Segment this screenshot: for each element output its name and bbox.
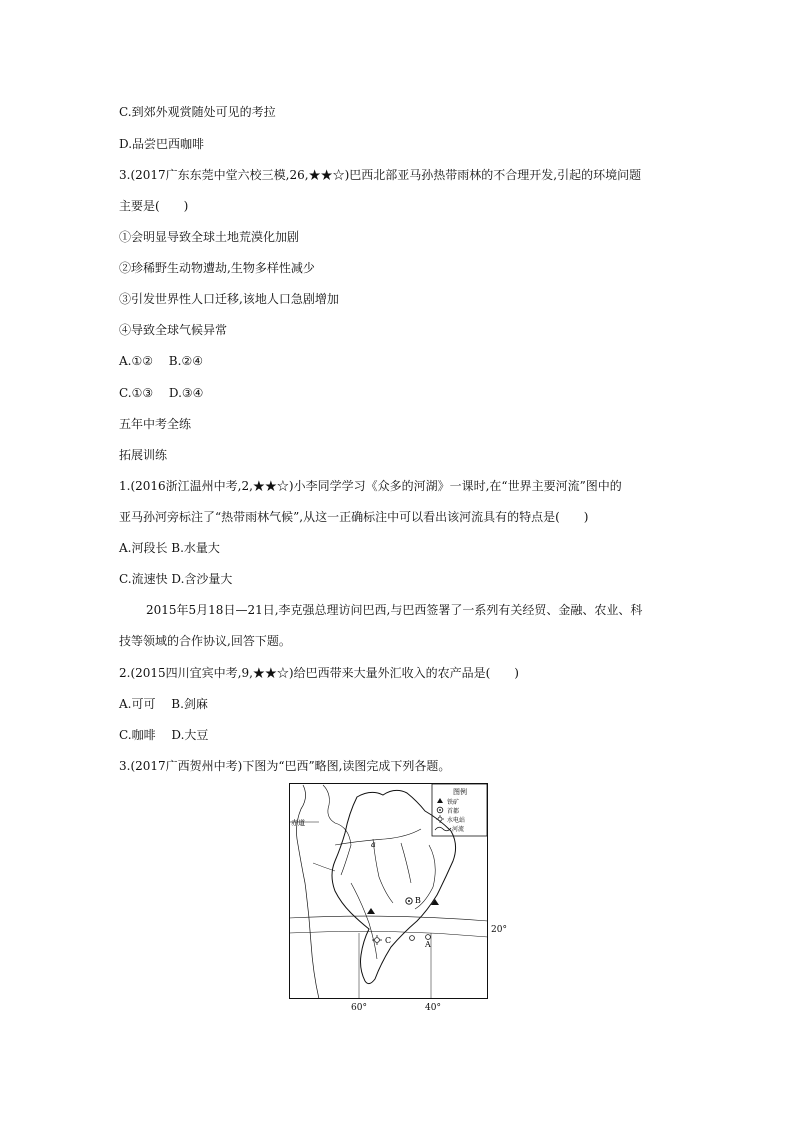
question-2-options-ab: A.可可 B.剑麻	[119, 697, 208, 711]
question-1-stem-cont: 亚马孙河旁标注了“热带雨林气候”,从这一正确标注中可以看出该河流具有的特点是( )	[119, 510, 589, 524]
question-1-options-cd: C.流速快 D.含沙量大	[119, 572, 233, 586]
legend-hydro: 水电站	[447, 817, 466, 824]
passage-text-cont: 技等领域的合作协议,回答下题。	[119, 634, 291, 648]
statement-3: ③引发世界性人口迁移,该地人口急剧增加	[119, 292, 339, 306]
label-capital-a: A	[425, 940, 431, 949]
legend-title: 图例	[453, 788, 467, 796]
question-1-options-ab: A.河段长 B.水量大	[119, 541, 220, 555]
question-3-stem-cont: 主要是( )	[119, 199, 189, 213]
subsection-heading: 拓展训练	[119, 448, 168, 462]
passage-text: 2015年5月18日—21日,李克强总理访问巴西,与巴西签署了一系列有关经贸、金融、农业、科	[146, 603, 643, 617]
option-c-koala: C.到郊外观赏随处可见的考拉	[119, 105, 276, 119]
label-a: a	[371, 840, 376, 849]
statement-2: ②珍稀野生动物遭劫,生物多样性减少	[119, 261, 315, 275]
legend-river: 河流	[452, 826, 465, 833]
question-1-stem: 1.(2016浙江温州中考,2,★★☆)小李同学学习《众多的河湖》一课时,在“世界主要河流”图中的	[119, 479, 622, 493]
question-2-stem: 2.(2015四川宜宾中考,9,★★☆)给巴西带来大量外汇收入的农产品是( )	[119, 666, 519, 680]
options-ab: A.①② B.②④	[119, 354, 203, 368]
label-b: B	[415, 896, 421, 905]
question-2-options-cd: C.咖啡 D.大豆	[119, 728, 209, 742]
equator-label: 赤道	[291, 819, 305, 827]
statement-4: ④导致全球气候异常	[119, 323, 228, 337]
brazil-map	[289, 783, 488, 999]
lat-label-20: 20°	[491, 925, 507, 935]
question-3-map-intro: 3.(2017广西贺州中考)下图为“巴西”略图,读图完成下列各题。	[119, 759, 451, 773]
legend-capital: 首都	[447, 808, 460, 815]
question-3-stem: 3.(2017广东东莞中堂六校三模,26,★★☆)巴西北部亚马孙热带雨林的不合理开发,引起的环境问题	[119, 168, 642, 182]
options-cd: C.①③ D.③④	[119, 386, 204, 400]
label-c: C	[385, 936, 392, 945]
map-legend	[432, 784, 487, 836]
legend-iron: 铁矿	[447, 799, 460, 806]
lon-label-60: 60°	[351, 1003, 367, 1013]
section-heading: 五年中考全练	[119, 417, 192, 431]
statement-1: ①会明显导致全球土地荒漠化加剧	[119, 230, 300, 244]
brazil-map-graphic	[289, 783, 488, 999]
lon-label-40: 40°	[425, 1003, 441, 1013]
option-d-coffee: D.品尝巴西咖啡	[119, 137, 205, 151]
